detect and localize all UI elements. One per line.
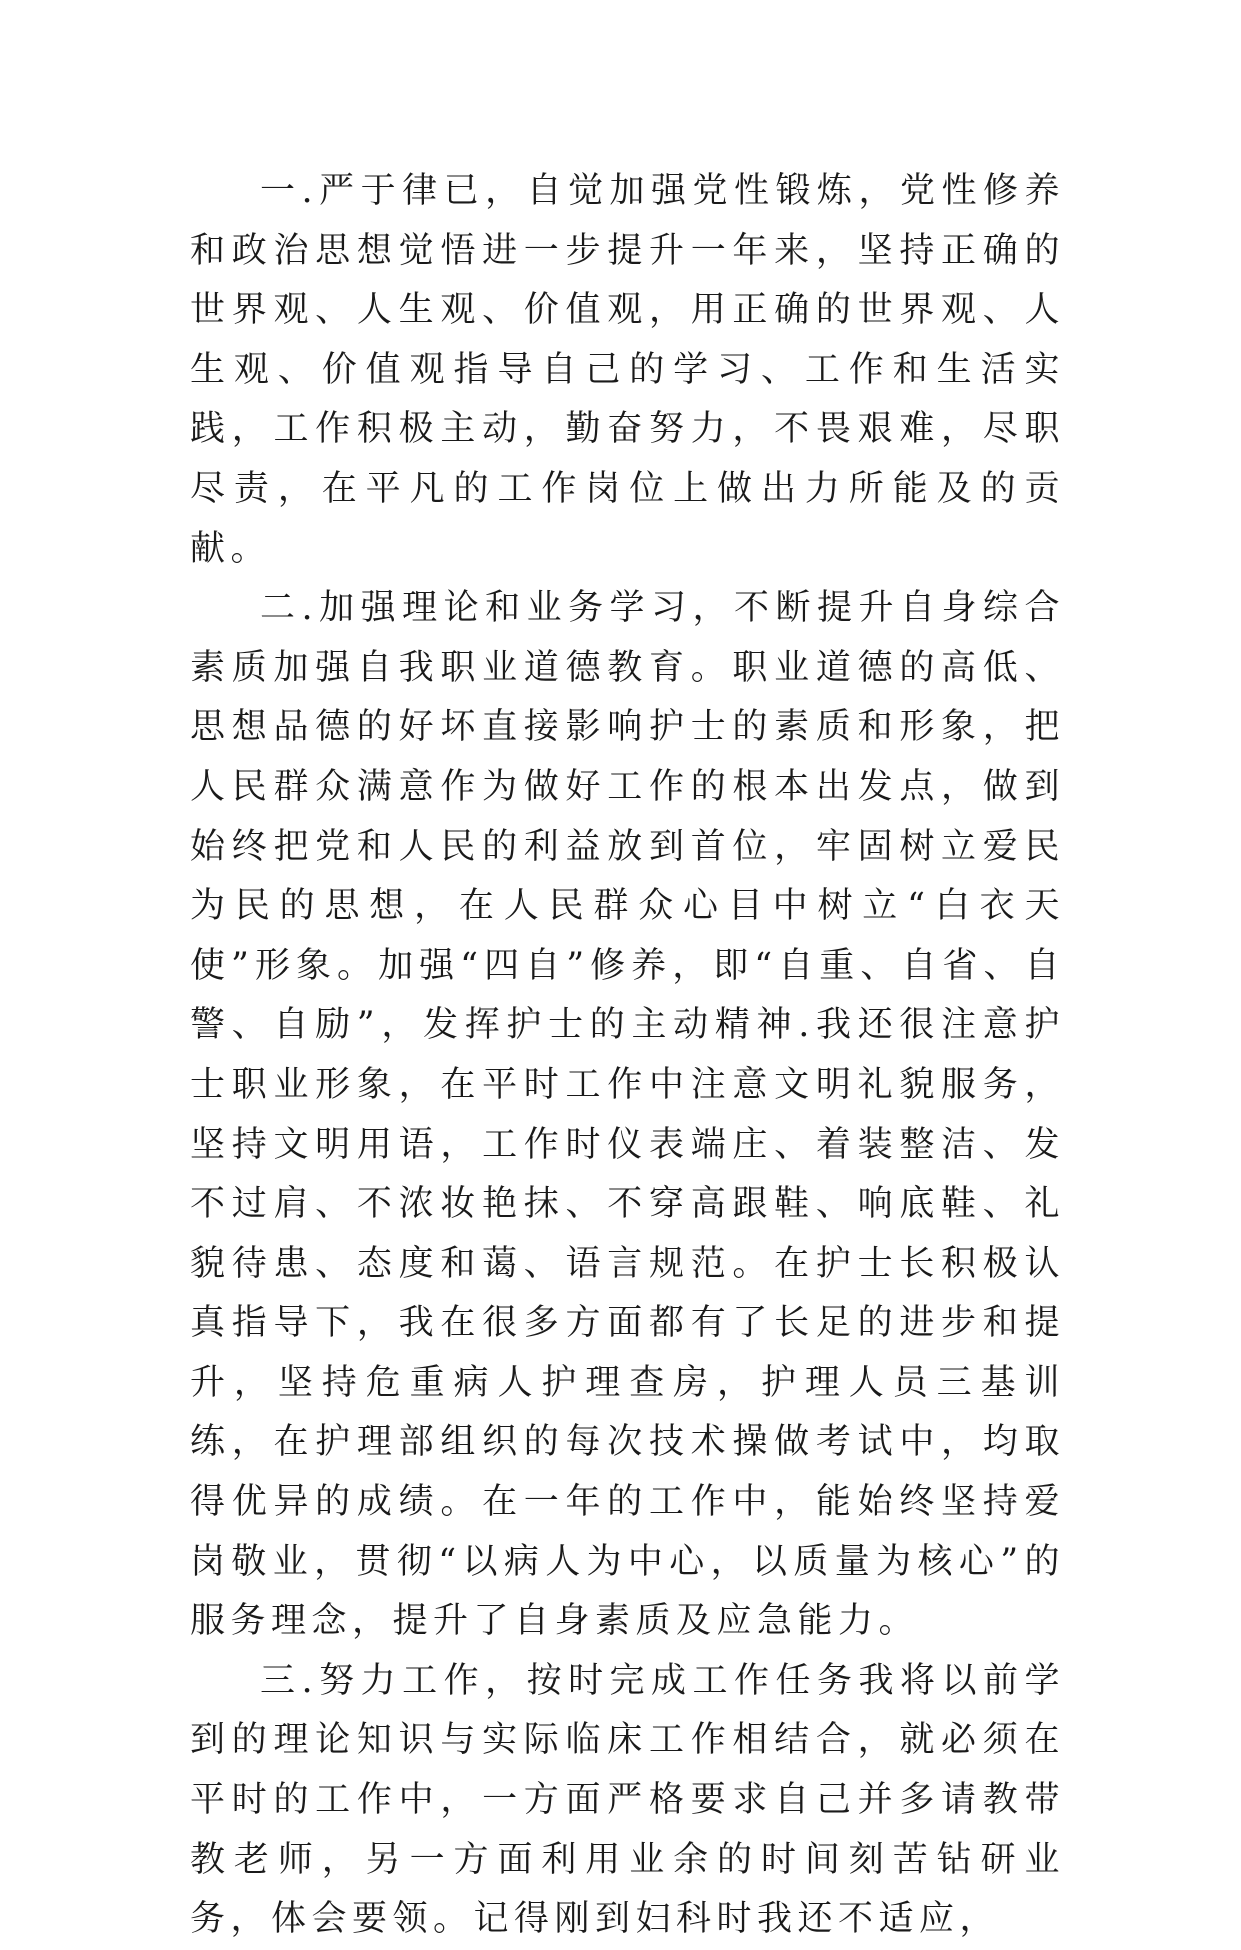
paragraph-3: 三.努力工作，按时完成工作任务我将以前学到的理论知识与实际临床工作相结合，就必须在平时的工作中，一方面严格要求自己并多请教带教老师，另一方面利用业余的时间刻苦钻研业务，体会要领。记得刚到妇科时我还不适应， <box>190 1660 1065 1940</box>
paragraph-2: 二.加强理论和业务学习，不断提升自身综合素质加强自我职业道德教育。职业道德的高低、思想品德的好坏直接影响护士的素质和形象，把人民群众满意作为做好工作的根本出发点，做到始终把党和人民的利益放到首位，牢固树立爱民为民的思想，在人民群众心目中树立“白衣天使”形象。加强“四自”修养，即“自重、自省、自警、自励”，发挥护士的主动精神.我还很注意护士职业形象，在平时工作中注意文明礼貌服务，坚持文明用语，工作时仪表端庄、着装整洁、发不过肩、不浓妆艳抹、不穿高跟鞋、响底鞋、礼貌待患、态度和蔼、语言规范。在护士长积极认真指导下，我在很多方面都有了长足的进步和提升，坚持危重病人护理查房，护理人员三基训练，在护理部组织的每次技术操做考试中，均取得优异的成绩。在一年的工作中，能始终坚持爱岗敬业，贯彻“以病人为中心，以质量为核心”的服务理念，提升了自身素质及应急能力。 <box>190 588 1065 1642</box>
paragraph-1: 一.严于律已，自觉加强党性锻炼，党性修养和政治思想觉悟进一步提升一年来，坚持正确的世界观、人生观、价值观，用正确的世界观、人生观、价值观指导自己的学习、工作和生活实践，工作积极主动，勤奋努力，不畏艰难，尽职尽责，在平凡的工作岗位上做出力所能及的贡献。 <box>190 171 1065 569</box>
document-body <box>190 162 1065 1950</box>
